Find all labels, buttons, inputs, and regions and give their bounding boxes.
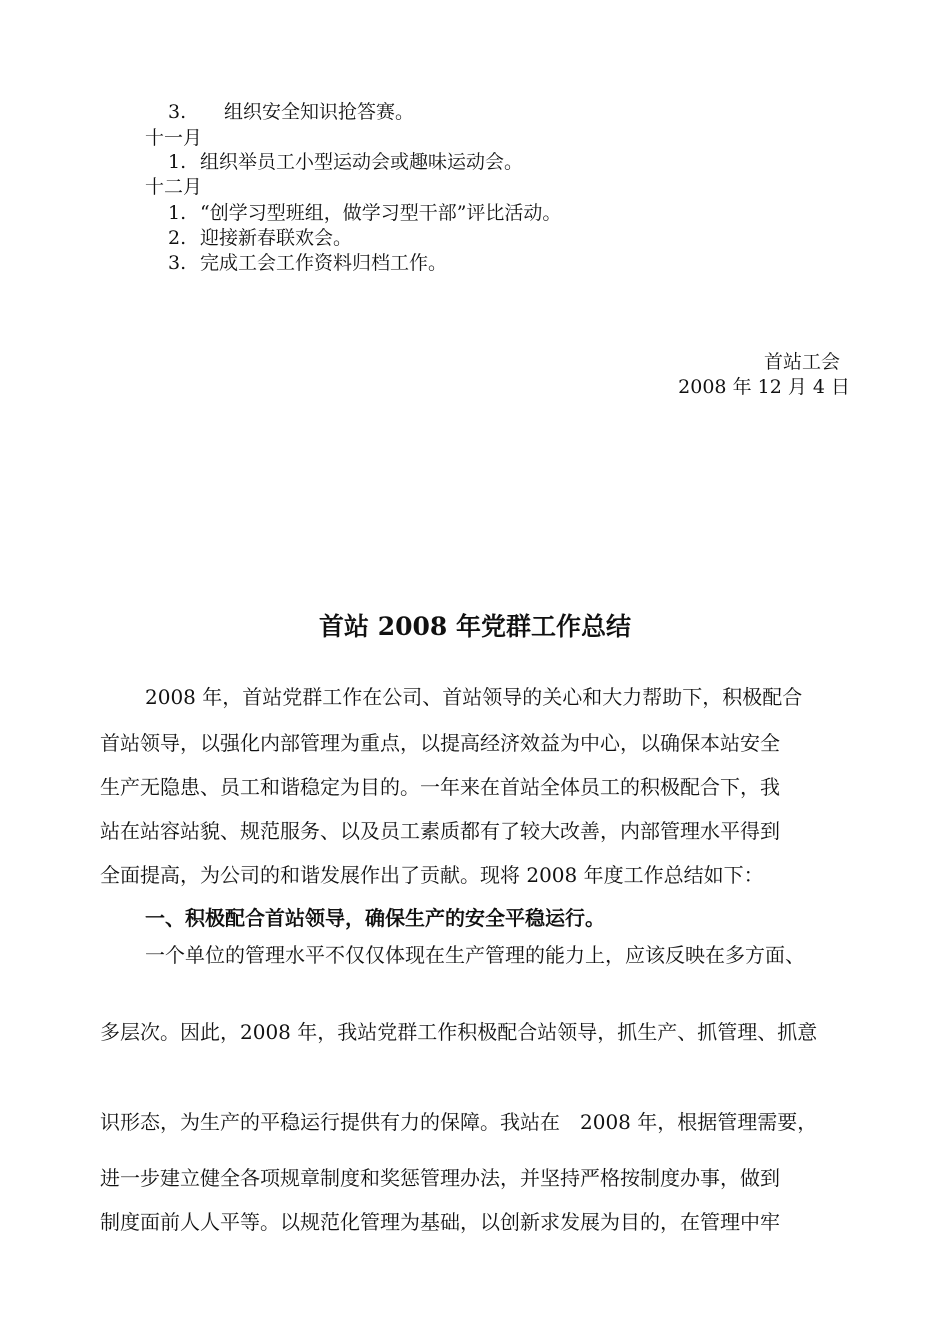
plan-item-number: 1. <box>168 151 187 173</box>
intro-line-3: 生产无隐患、员工和谐稳定为目的。一年来在首站全体员工的积极配合下，我 <box>100 775 780 799</box>
page-title: 首站 2008 年党群工作总结 <box>319 612 631 641</box>
plan-item-text: 组织举员工小型运动会或趣味运动会。 <box>200 151 524 173</box>
intro-line-4: 站在站容站貌、规范服务、以及员工素质都有了较大改善，内部管理水平得到 <box>100 819 780 843</box>
plan-item-number: 3. <box>168 101 187 123</box>
plan-item-text: 完成工会工作资料归档工作。 <box>200 252 448 274</box>
section1-line-2: 多层次。因此，2008 年，我站党群工作积极配合站领导，抓生产、抓管理、抓意 <box>100 1020 818 1044</box>
month-heading-december: 十二月 <box>145 176 203 198</box>
plan-item-december-2 <box>168 226 352 250</box>
plan-item-number: 2. <box>168 227 187 249</box>
intro-line-1: 2008 年，首站党群工作在公司、首站领导的关心和大力帮助下，积极配合 <box>145 685 803 709</box>
signature-date: 2008 年 12 月 4 日 <box>678 376 850 398</box>
signature-org: 首站工会 <box>763 351 840 373</box>
section-heading-1: 一、积极配合首站领导，确保生产的安全平稳运行。 <box>145 906 605 930</box>
section1-line-3: 识形态，为生产的平稳运行提供有力的保障。我站在 2008 年，根据管理需要， <box>100 1110 818 1134</box>
plan-item-3 <box>168 100 414 124</box>
plan-item-december-3 <box>168 251 447 275</box>
intro-line-2: 首站领导，以强化内部管理为重点，以提高经济效益为中心，以确保本站安全 <box>100 731 780 755</box>
plan-item-text: “创学习型班组，做学习型干部”评比活动。 <box>200 202 562 224</box>
plan-item-text: 组织安全知识抢答赛。 <box>224 101 415 123</box>
section1-line-5: 制度面前人人平等。以规范化管理为基础，以创新求发展为目的，在管理中牢 <box>100 1210 780 1234</box>
plan-item-number: 1. <box>168 202 187 224</box>
plan-item-text: 迎接新春联欢会。 <box>200 227 353 249</box>
plan-item-december-1 <box>168 201 561 225</box>
month-heading-november: 十一月 <box>145 127 203 149</box>
plan-item-number: 3. <box>168 252 187 274</box>
section1-line-4: 进一步建立健全各项规章制度和奖惩管理办法，并坚持严格按制度办事，做到 <box>100 1166 780 1190</box>
plan-item-november-1 <box>168 150 523 174</box>
section1-line-1: 一个单位的管理水平不仅仅体现在生产管理的能力上，应该反映在多方面、 <box>145 943 805 967</box>
intro-line-5: 全面提高，为公司的和谐发展作出了贡献。现将 2008 年度工作总结如下： <box>100 863 764 887</box>
